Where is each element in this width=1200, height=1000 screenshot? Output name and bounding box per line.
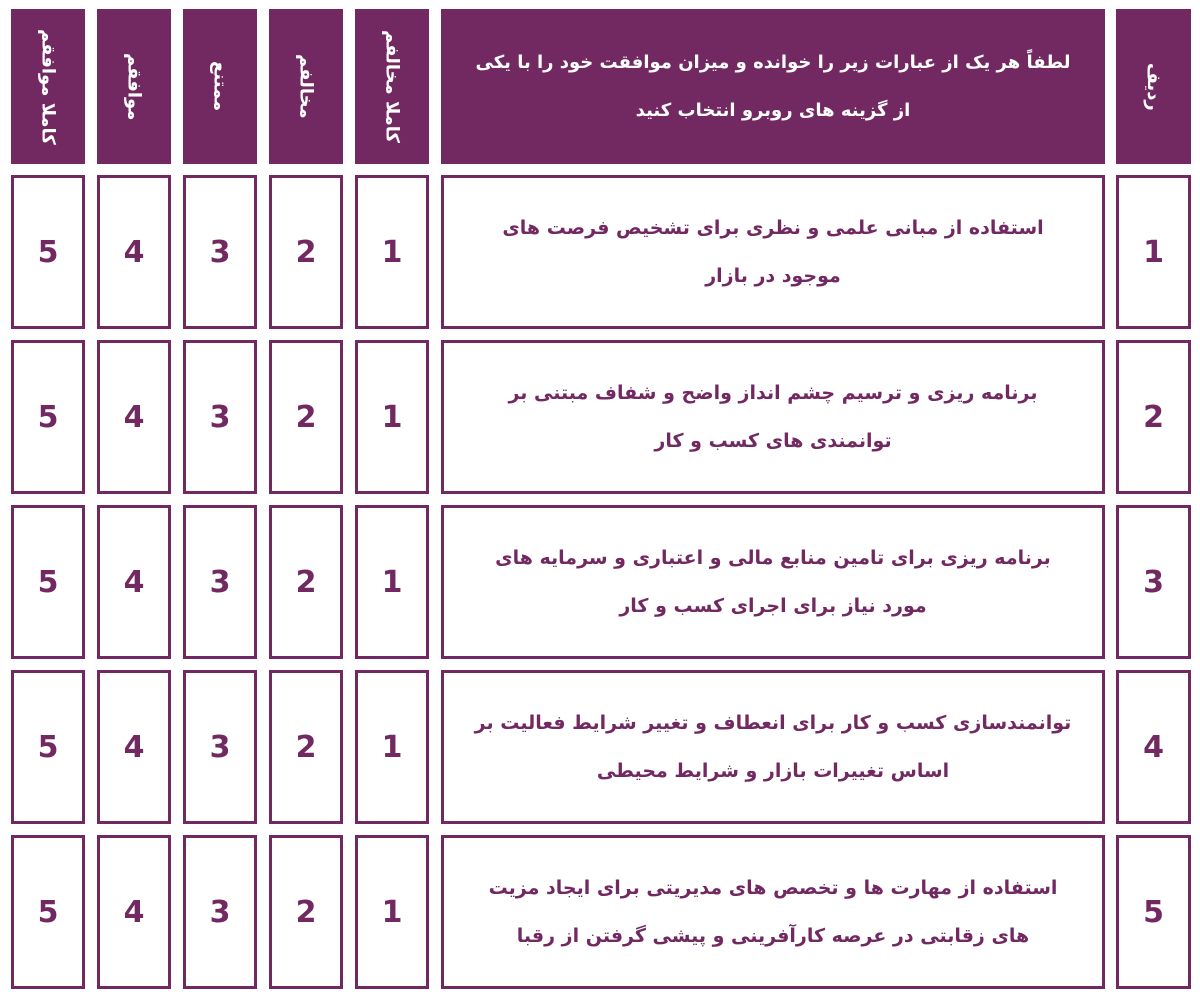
- header-option-label: موافقم: [123, 52, 145, 121]
- row-number: 5: [1116, 835, 1191, 989]
- statement-text: توانمندسازی کسب و کار برای انعطاف و تغییر شرایط فعالیت بر اساس تغییرات بازار و شرایط محیطی: [474, 712, 1072, 782]
- statement-cell: [441, 835, 1105, 989]
- row-number: 4: [1116, 670, 1191, 824]
- score-option-1[interactable]: 1: [355, 340, 429, 494]
- score-option-1[interactable]: 1: [355, 505, 429, 659]
- statement-cell: [441, 340, 1105, 494]
- score-option-4[interactable]: 4: [97, 670, 171, 824]
- score-option-2[interactable]: 2: [269, 340, 343, 494]
- score-option-5[interactable]: 5: [11, 175, 85, 329]
- score-option-1[interactable]: 1: [355, 175, 429, 329]
- score-option-2[interactable]: 2: [269, 175, 343, 329]
- score-option-4[interactable]: 4: [97, 340, 171, 494]
- header-row-number-label: ردیف: [1143, 62, 1164, 111]
- score-option-5[interactable]: 5: [11, 670, 85, 824]
- header-option-agree: [97, 9, 171, 164]
- score-option-2[interactable]: 2: [269, 835, 343, 989]
- header-option-label: کاملا مخالفم: [381, 29, 403, 143]
- score-option-2[interactable]: 2: [269, 505, 343, 659]
- score-option-4[interactable]: 4: [97, 835, 171, 989]
- statement-cell: [441, 505, 1105, 659]
- statement-text: برنامه ریزی برای تامین منابع مالی و اعتباری و سرمایه های مورد نیاز برای اجرای کسب و کار: [495, 547, 1051, 617]
- score-option-1[interactable]: 1: [355, 835, 429, 989]
- header-option-strongly-disagree: [355, 9, 429, 164]
- row-number: 2: [1116, 340, 1191, 494]
- score-option-3[interactable]: 3: [183, 670, 257, 824]
- score-option-5[interactable]: 5: [11, 505, 85, 659]
- header-option-label: ممتنع: [209, 61, 231, 112]
- score-option-5[interactable]: 5: [11, 340, 85, 494]
- header-option-neutral: [183, 9, 257, 164]
- score-option-2[interactable]: 2: [269, 670, 343, 824]
- statement-text: برنامه ریزی و ترسیم چشم انداز واضح و شفاف مبتنی بر توانمندی های کسب و کار: [508, 382, 1038, 452]
- header-instruction: [441, 9, 1105, 164]
- score-option-3[interactable]: 3: [183, 175, 257, 329]
- statement-text: استفاده از مبانی علمی و نظری برای تشخیص فرصت های موجود در بازار: [502, 217, 1044, 287]
- score-option-1[interactable]: 1: [355, 670, 429, 824]
- score-option-3[interactable]: 3: [183, 340, 257, 494]
- score-option-4[interactable]: 4: [97, 175, 171, 329]
- statement-text: استفاده از مهارت ها و تخصص های مدیریتی برای ایجاد مزیت های زقابتی در عرصه کارآفرینی و پیشی گرفتن از رقبا: [488, 877, 1058, 947]
- score-option-5[interactable]: 5: [11, 835, 85, 989]
- header-instruction-text: لطفاً هر یک از عبارات زیر را خوانده و میزان موافقت خود را با یکی از گزینه های روبرو انتخاب کنید: [475, 51, 1071, 121]
- header-row-number: [1116, 9, 1191, 164]
- score-option-4[interactable]: 4: [97, 505, 171, 659]
- header-option-label: کاملا موافقم: [37, 28, 59, 145]
- statement-cell: [441, 670, 1105, 824]
- header-option-disagree: [269, 9, 343, 164]
- row-number: 3: [1116, 505, 1191, 659]
- score-option-3[interactable]: 3: [183, 835, 257, 989]
- statement-cell: [441, 175, 1105, 329]
- score-option-3[interactable]: 3: [183, 505, 257, 659]
- row-number: 1: [1116, 175, 1191, 329]
- header-option-label: مخالفم: [295, 54, 317, 119]
- header-option-strongly-agree: [11, 9, 85, 164]
